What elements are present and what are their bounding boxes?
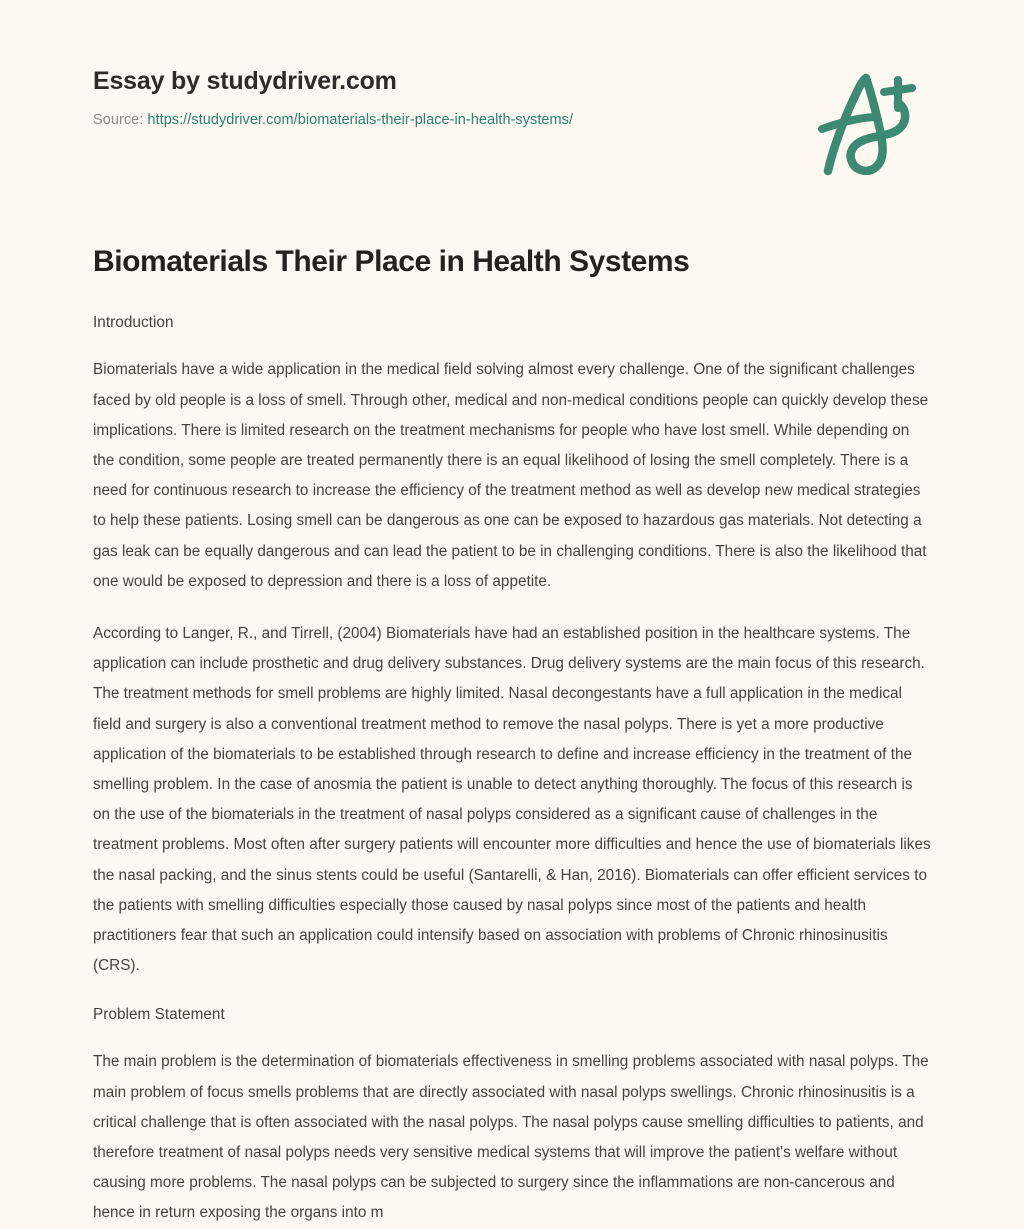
source-label: Source: bbox=[93, 112, 144, 128]
page-title: Biomaterials Their Place in Health Systems bbox=[93, 245, 690, 278]
section-heading-problem-statement: Problem Statement bbox=[93, 1005, 225, 1023]
article-body bbox=[93, 243, 931, 1229]
paragraph-introduction-2: According to Langer, R., and Tirrell, (2004) Biomaterials have had an established position in the healthcare systems. The application can include prosthetic and drug delivery substances. Drug delivery systems are the main focus of this research. The treatment methods for smell problems are highly limited. Nasal decongestants have a full application in the medical field and surgery is also a conventional treatment method to remove the nasal polyps. There is yet a more productive application of the biomaterials to be established through research to define and increase efficiency in the treatment of the smelling problem. In the case of anosmia the patient is unable to detect anything thoroughly. The focus of this research is on the use of the biomaterials in the treatment of nasal polyps considered as a significant cause of challenges in the treatment problems. Most often after surgery patients will encounter more difficulties and hence the use of biomaterials likes the nasal packing, and the sinus stents could be useful (Santarelli, & Han, 2016). Biomaterials can offer efficient services to the patients with smelling difficulties especially those caused by nasal polyps since most of the patients and health practitioners fear that such an application could intensify based on association with problems of Chronic rhinosinusitis (CRS). bbox=[93, 625, 931, 975]
section-heading-introduction: Introduction bbox=[93, 313, 174, 331]
paragraph-introduction-1: Biomaterials have a wide application in the medical field solving almost every challenge. One of the significant challenges faced by old people is a loss of smell. Through other, medical and non-medical conditions people can quickly develop these implications. There is limited research on the treatment mechanisms for people who have lost smell. While depending on the condition, some people are treated permanently there is an equal likelihood of losing the smell completely. There is a need for continuous research to increase the efficiency of the treatment method as well as develop new medical strategies to help these patients. Losing smell can be dangerous as one can be exposed to hazardous gas materials. Not detecting a gas leak can be equally dangerous and can lead the patient to be in challenging conditions. There is also the likelihood that one would be exposed to depression and there is a loss of appetite. bbox=[93, 361, 929, 590]
brand-block bbox=[93, 66, 793, 128]
brand-title: Essay by studydriver.com bbox=[93, 67, 397, 95]
paragraph-problem-statement-1: The main problem is the determination of biomaterials effectiveness in smelling problems associated with nasal polyps. The main problem of focus smells problems that are directly associated with nasal polyps swellings. Chronic rhinosinusitis is a critical challenge that is often associated with the nasal polyps. The nasal polyps cause smelling difficulties to patients, and therefore treatment of nasal polyps needs very sensitive medical systems that will improve the patient's welfare without causing more problems. The nasal polyps can be subjected to surgery since the inflammations are non-cancerous and hence in return exposing the organs into m bbox=[93, 1053, 929, 1222]
a-plus-logo[interactable] bbox=[806, 68, 926, 178]
source-url-link[interactable]: https://studydriver.com/biomaterials-their-place-in-health-systems/ bbox=[147, 112, 574, 128]
page-header bbox=[0, 0, 1024, 200]
source-line bbox=[93, 112, 793, 128]
